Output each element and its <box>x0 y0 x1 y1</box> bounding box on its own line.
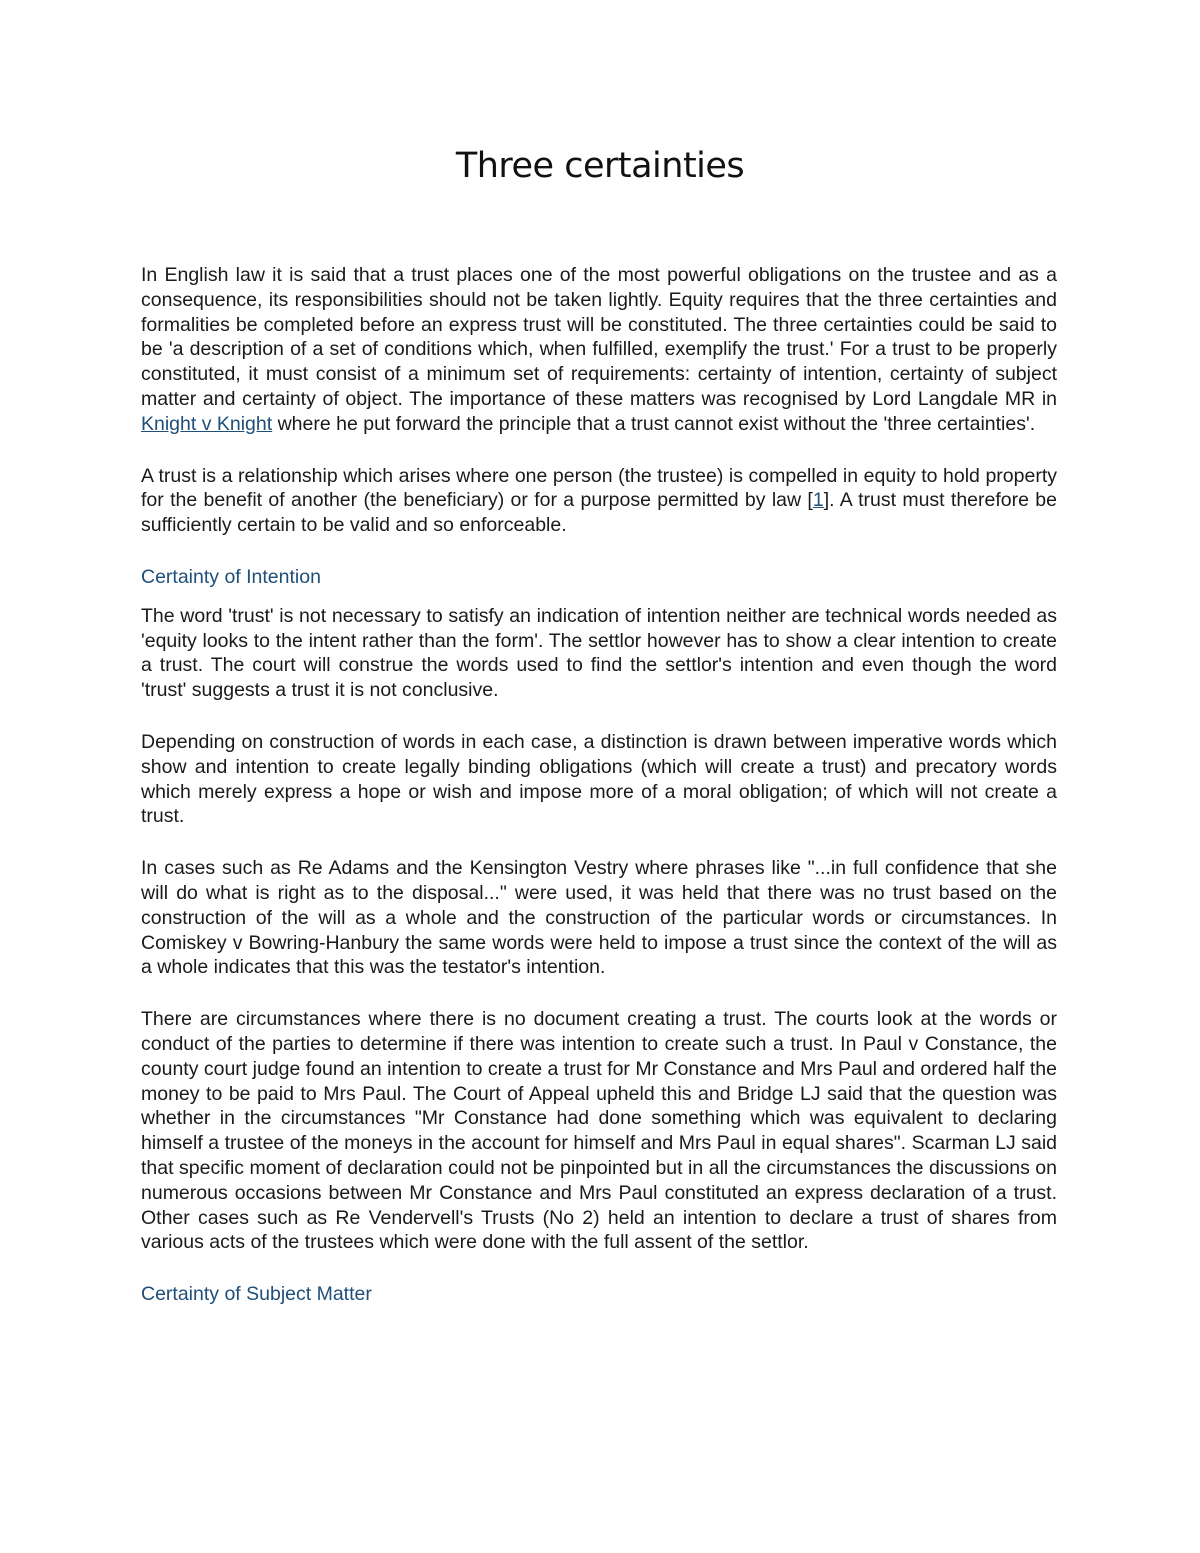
paragraph-intro-text: In English law it is said that a trust places one of the most powerful obligations on the trustee and as a consequence, its responsibilities should not be taken lightly. Equity requires that the three certainties and formalities be completed before an express trust will be constituted. The three certainties could be said to be 'a description of a set of conditions which, when fulfilled, exemplify the trust.' For a trust to be properly constituted, it must consist of a minimum set of requirements: certainty of intention, certainty of subject matter and certainty of object. The importance of these matters was recognised by Lord Langdale MR in <box>141 264 1057 410</box>
knight-v-knight-link[interactable]: Knight v Knight <box>141 412 273 435</box>
paragraph-re-adams: In cases such as Re Adams and the Kensington Vestry where phrases like "...in full confidence that she will do what is right as to the disposal..." were used, it was held that there was no trust based on the construction of the will as a whole and the construction of the particular words or circumstances. In Comiskey v Bowring-Hanbury the same words were held to impose a trust since the context of the will as a whole indicates that this was the testator's intention. <box>141 857 1057 979</box>
paragraph-trust-definition-text: A trust is a relationship which arises where one person (the trustee) is compelled in equity to hold property for the benefit of another (the beneficiary) or for a purpose permitted by law [ <box>141 464 1057 512</box>
paragraph-intro-text-end: where he put forward the principle that a trust cannot exist without the 'three certainties'. <box>272 412 1036 435</box>
heading-certainty-of-intention: Certainty of Intention <box>141 565 321 588</box>
document-body <box>141 263 1057 1321</box>
paragraph-intro <box>141 263 1057 437</box>
paragraph-word-trust: The word 'trust' is not necessary to satisfy an indication of intention neither are technical words needed as 'equity looks to the intent rather than the form'. The settlor however has to show a clear intention to create a trust. The court will construe the words used to find the settlor's intention and even though the word 'trust' suggests a trust it is not conclusive. <box>141 604 1057 702</box>
paragraph-paul-v-constance: There are circumstances where there is no document creating a trust. The courts look at the words or conduct of the parties to determine if there was intention to create such a trust. In Paul v Constance, the county court judge found an intention to create a trust for Mr Constance and Mrs Paul and ordered half the money to be paid to Mrs Paul. The Court of Appeal upheld this and Bridge LJ said that the question was whether in the circumstances "Mr Constance had done something which was equivalent to declaring himself a trustee of the moneys in the account for himself and Mrs Paul in equal shares". Scarman LJ said that specific moment of declaration could not be pinpointed but in all the circumstances the discussions on numerous occasions between Mr Constance and Mrs Paul constituted an express declaration of a trust. Other cases such as Re Vendervell's Trusts (No 2) held an intention to declare a trust of shares from various acts of the trustees which were done with the full assent of the settlor. <box>141 1008 1057 1254</box>
footnote-link-1[interactable]: 1 <box>812 489 824 512</box>
paragraph-trust-definition <box>141 464 1057 538</box>
document-title: Three certainties <box>455 146 745 186</box>
paragraph-imperative-precatory: Depending on construction of words in each case, a distinction is drawn between imperative words which show and intention to create legally binding obligations (which will create a trust) and precatory words which merely express a hope or wish and impose more of a moral obligation; of which will not create a trust. <box>141 730 1057 828</box>
paragraph-trust-definition-text-end: ]. A trust must therefore be sufficiently certain to be valid and so enforceable. <box>141 489 1057 537</box>
heading-certainty-of-subject-matter: Certainty of Subject Matter <box>141 1283 372 1306</box>
